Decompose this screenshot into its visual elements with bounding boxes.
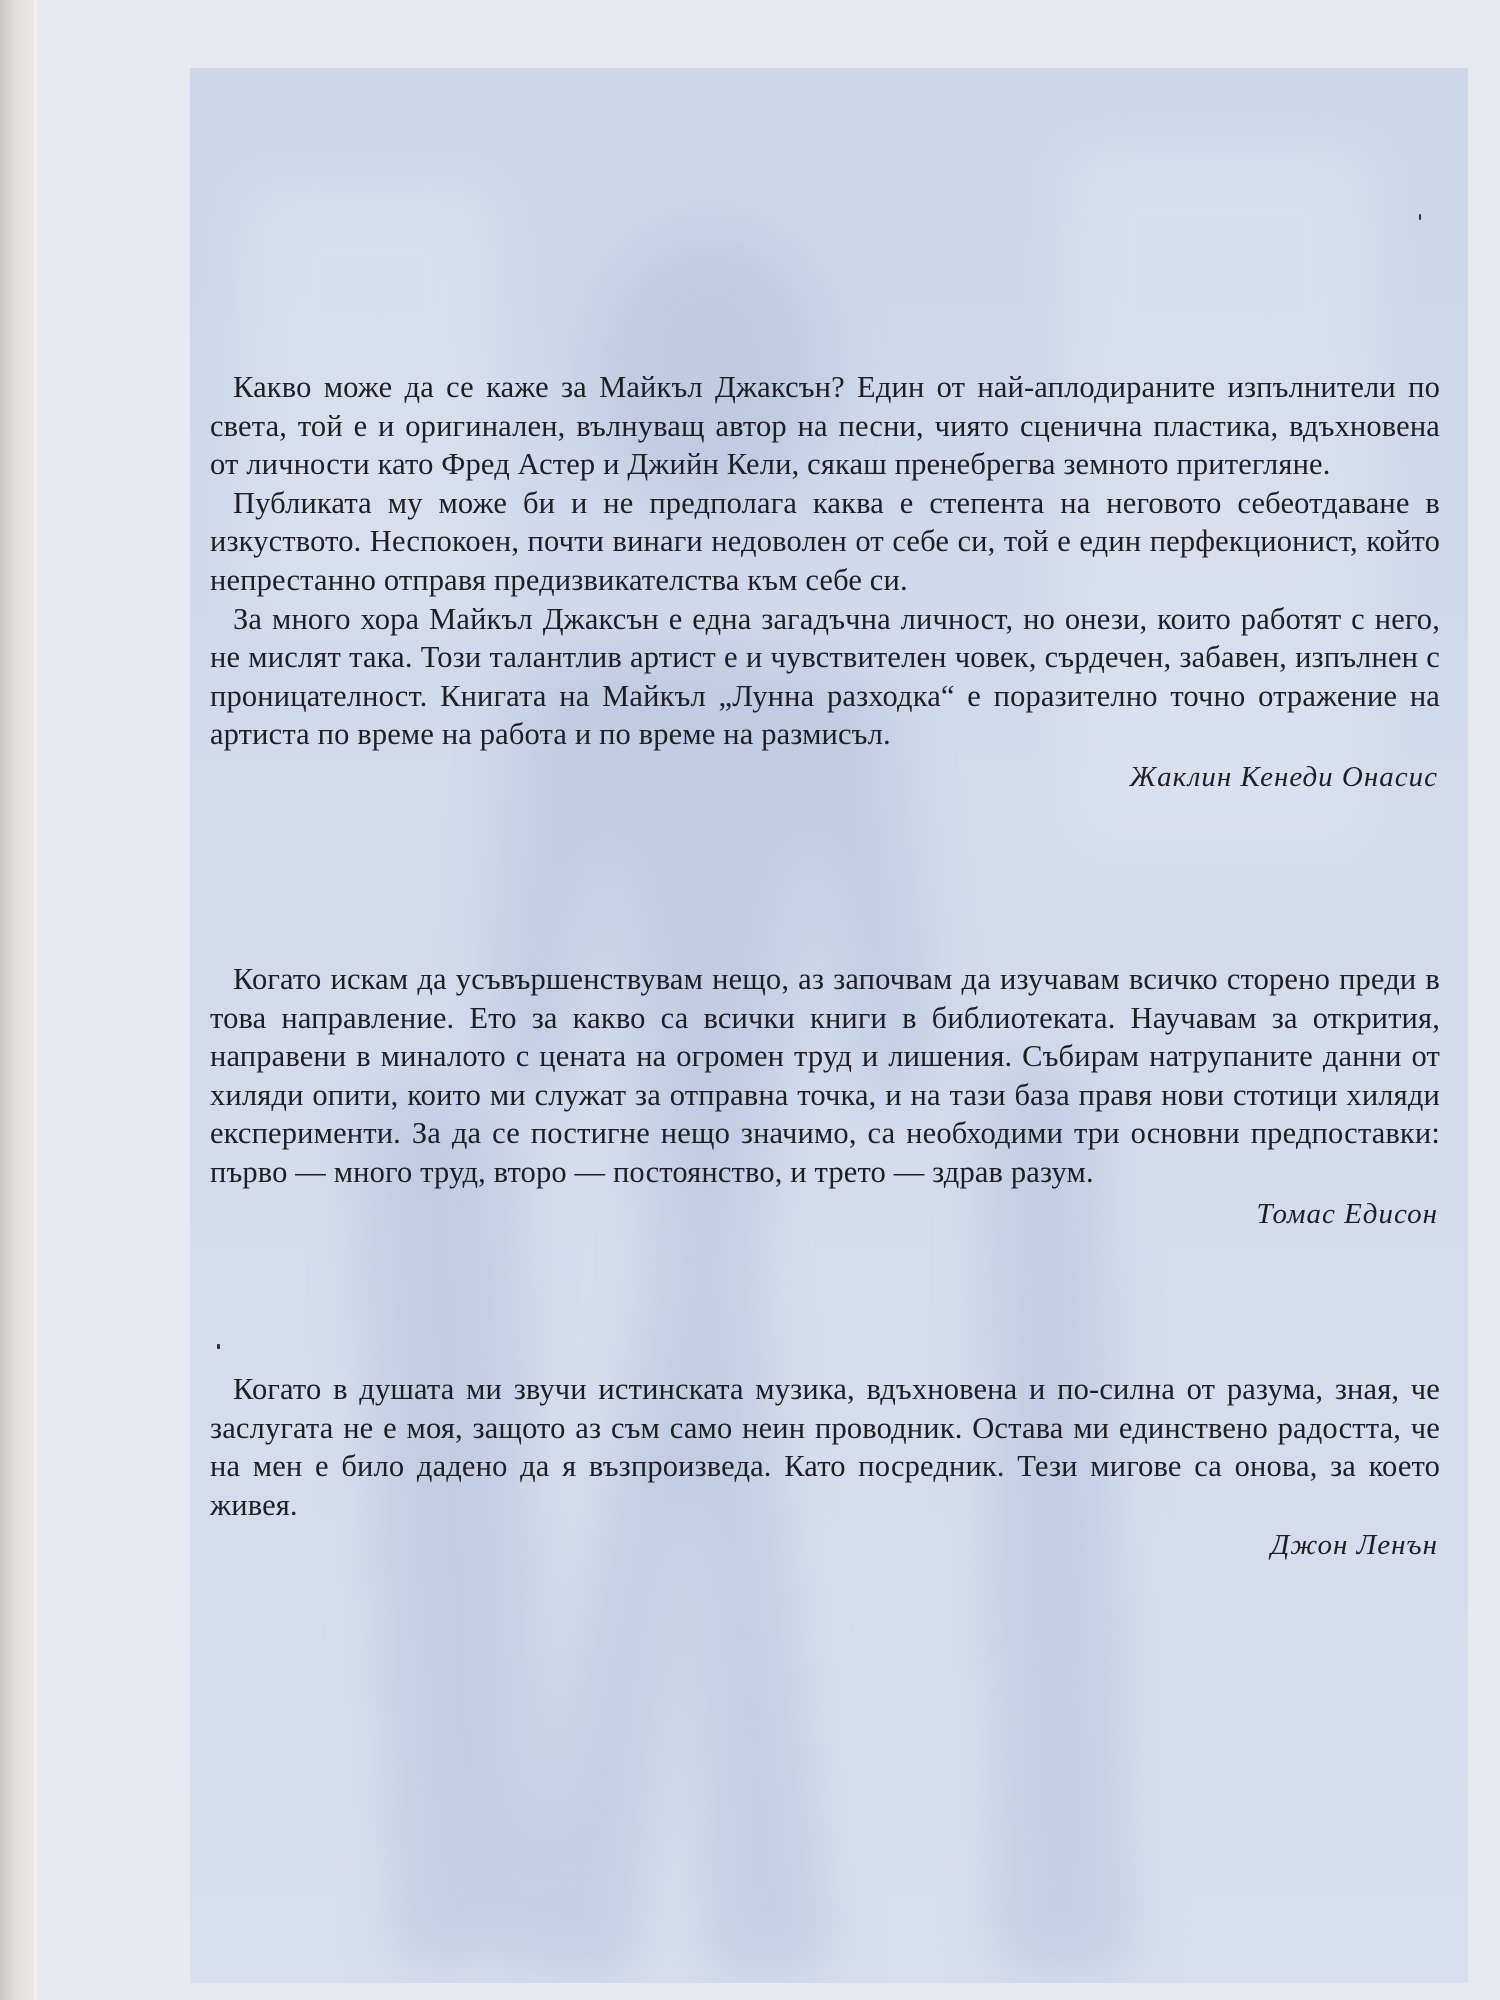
quote-paragraph: Когато в душата ми звучи истинската музика, вдъхновена и по-силна от разума, зная, че заслугата не е моя, защото аз съм само неин проводник. Остава ми единствено радостта, че на мен е било дадено да я възпроизведа. Като посредник. Тези мигове са онова, за което живея. [210, 1372, 1440, 1522]
quote-paragraph: За много хора Майкъл Джаксън е една загадъчна личност, но онези, които работят с него, не мислят така. Този талантлив артист е и чувствителен човек, сърдечен, забавен, изпълнен с проницателност. Книгата на Майкъл „Лунна разходка“ е поразително точно отражение на артиста по време на работа и по време на размисъл. [210, 601, 1440, 752]
page-binding-edge [0, 0, 38, 2000]
quote-paragraph: Публиката му може би и не предполага каква е степента на неговото себеотдаване в изкуството. Неспокоен, почти винаги недоволен от себе си, той е един перфекционист, който непрестанно отправя предизвикателства към себе си. [210, 485, 1440, 597]
quote-block-edison [210, 960, 1440, 1234]
quote-paragraph: Когато искам да усъвършенствувам нещо, аз започвам да изучавам всичко сторено преди в това направление. Ето за какво са всички книги в библиотеката. Научавам за открития, направени в миналото с цената на огромен труд и лишения. Събирам натрупаните данни от хиляди опити, които ми служат за отправна точка, и на тази база правя нови стотици хиляди експерименти. За да се постигне нещо значимо, са необходими три основни предпоставки: първо — много труд, второ — постоянство, и трето — здрав разум. [210, 962, 1440, 1189]
quote-author: Томас Едисон [1256, 1197, 1438, 1230]
quote-block-lennon [210, 1370, 1440, 1565]
print-speck [217, 1344, 220, 1349]
quote-block-onassis [210, 368, 1440, 797]
quote-author: Джон Ленън [1270, 1529, 1438, 1562]
quote-paragraph: Какво може да се каже за Майкъл Джаксън? Един от най-аплодираните изпълнители по света, той е и оригинален, вълнуващ автор на песни, чиято сценична пластика, вдъхновена от личности като Фред Астер и Джийн Кели, сякаш пренебрегва земното притегляне. [210, 370, 1440, 482]
print-speck [1419, 214, 1421, 220]
page-edge-highlight [34, 0, 37, 2000]
quote-author: Жаклин Кенеди Онасис [1129, 760, 1438, 793]
